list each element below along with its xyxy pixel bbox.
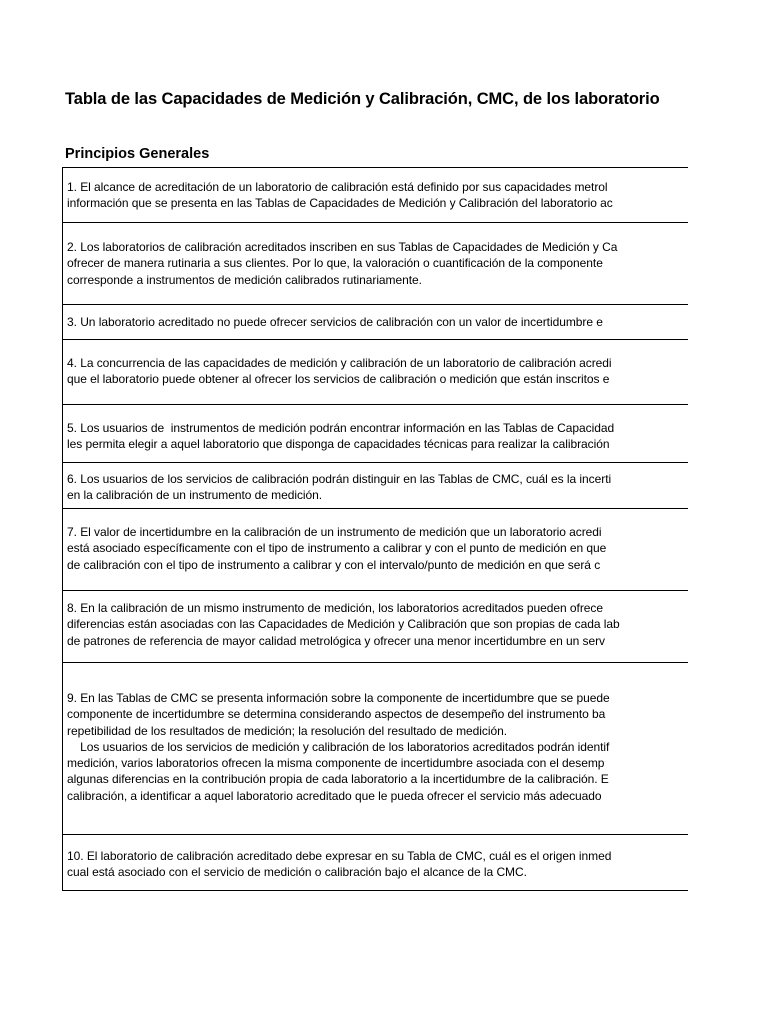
principle-line: 4. La concurrencia de las capacidades de medición y calibración de un laboratorio de calibración acredi — [67, 356, 612, 370]
principle-line: 6. Los usuarios de los servicios de calibración podrán distinguir en las Tablas de CMC, cuál es la incerti — [67, 472, 612, 486]
principle-text — [67, 600, 688, 649]
principle-text — [67, 355, 688, 388]
principle-text — [67, 179, 688, 212]
page-title: Tabla de las Capacidades de Medición y Calibración, CMC, de los laboratorio — [65, 90, 660, 108]
section-heading: Principios Generales — [65, 146, 210, 162]
principle-line: 9. En las Tablas de CMC se presenta información sobre la componente de incertidumbre que se puede — [67, 691, 610, 705]
principle-line: 5. Los usuarios de instrumentos de medición podrán encontrar información en las Tablas de Capacidad — [67, 421, 615, 435]
principle-line: cual está asociado con el servicio de medición o calibración bajo el alcance de la CMC. — [67, 865, 527, 880]
principle-line: Los usuarios de los servicios de medición y calibración de los laboratorios acreditados podrán identif — [67, 739, 610, 754]
principle-line: está asociado específicamente con el tipo de instrumento a calibrar y con el punto de medición en que — [67, 541, 607, 556]
principle-text — [67, 420, 688, 453]
principle-text — [67, 690, 688, 804]
principle-line: 10. El laboratorio de calibración acreditado debe expresar en su Tabla de CMC, cuál es el origen inmed — [67, 849, 612, 863]
principle-text — [67, 471, 688, 504]
principle-line: en la calibración de un instrumento de medición. — [67, 488, 323, 503]
principle-row — [63, 662, 688, 834]
principle-line: medición, varios laboratorios ofrecen la misma componente de incertidumbre asociada con el desemp — [67, 756, 605, 771]
principle-row — [63, 304, 688, 339]
principle-line: 8. En la calibración de un mismo instrumento de medición, los laboratorios acreditados pueden ofrece — [67, 601, 603, 615]
principle-text — [67, 239, 688, 288]
principle-row — [63, 339, 688, 404]
principle-line: diferencias están asociadas con las Capacidades de Medición y Calibración que son propias de cada lab — [67, 617, 620, 632]
principle-row — [63, 404, 688, 462]
principle-line: les permita elegir a aquel laboratorio que disponga de capacidades técnicas para realizar la calibración — [67, 437, 610, 452]
principle-line: corresponde a instrumentos de medición calibrados rutinariamente. — [67, 272, 422, 287]
principle-row — [63, 462, 688, 508]
principle-row — [63, 168, 688, 222]
principle-row — [63, 508, 688, 590]
principle-row — [63, 590, 688, 662]
principle-line: 2. Los laboratorios de calibración acreditados inscriben en sus Tablas de Capacidades de Medición y Ca — [67, 240, 618, 254]
principle-line: 3. Un laboratorio acreditado no puede ofrecer servicios de calibración con un valor de incertidumbre e — [67, 315, 603, 329]
principle-line: de patrones de referencia de mayor calidad metrológica y ofrecer una menor incertidumbre en un serv — [67, 633, 606, 648]
principles-table — [62, 167, 688, 891]
principle-line: ofrecer de manera rutinaria a sus clientes. Por lo que, la valoración o cuantificación de la componente — [67, 256, 603, 271]
principle-row — [63, 834, 688, 891]
principle-line: repetibilidad de los resultados de medición; la resolución del resultado de medición. — [67, 723, 508, 738]
principle-line: 7. El valor de incertidumbre en la calibración de un instrumento de medición que un laboratorio acredi — [67, 525, 602, 539]
principle-text — [67, 524, 688, 573]
principle-line: algunas diferencias en la contribución propia de cada laboratorio a la incertidumbre de la calibración. E — [67, 772, 609, 787]
principle-row — [63, 222, 688, 304]
principle-text — [67, 314, 688, 330]
principle-line: componente de incertidumbre se determina considerando aspectos de desempeño del instrumento ba — [67, 707, 606, 722]
principle-line: 1. El alcance de acreditación de un laboratorio de calibración está definido por sus capacidades metrol — [67, 180, 608, 194]
principle-line: información que se presenta en las Tablas de Capacidades de Medición y Calibración del laboratorio ac — [67, 196, 613, 211]
principle-line: que el laboratorio puede obtener al ofrecer los servicios de calibración o medición que están inscritos e — [67, 372, 610, 387]
principle-line: calibración, a identificar a aquel laboratorio acreditado que le pueda ofrecer el servicio más adecuado — [67, 788, 602, 803]
principle-text — [67, 848, 688, 881]
principle-line: de calibración con el tipo de instrumento a calibrar y con el intervalo/punto de medición en que será c — [67, 557, 601, 572]
